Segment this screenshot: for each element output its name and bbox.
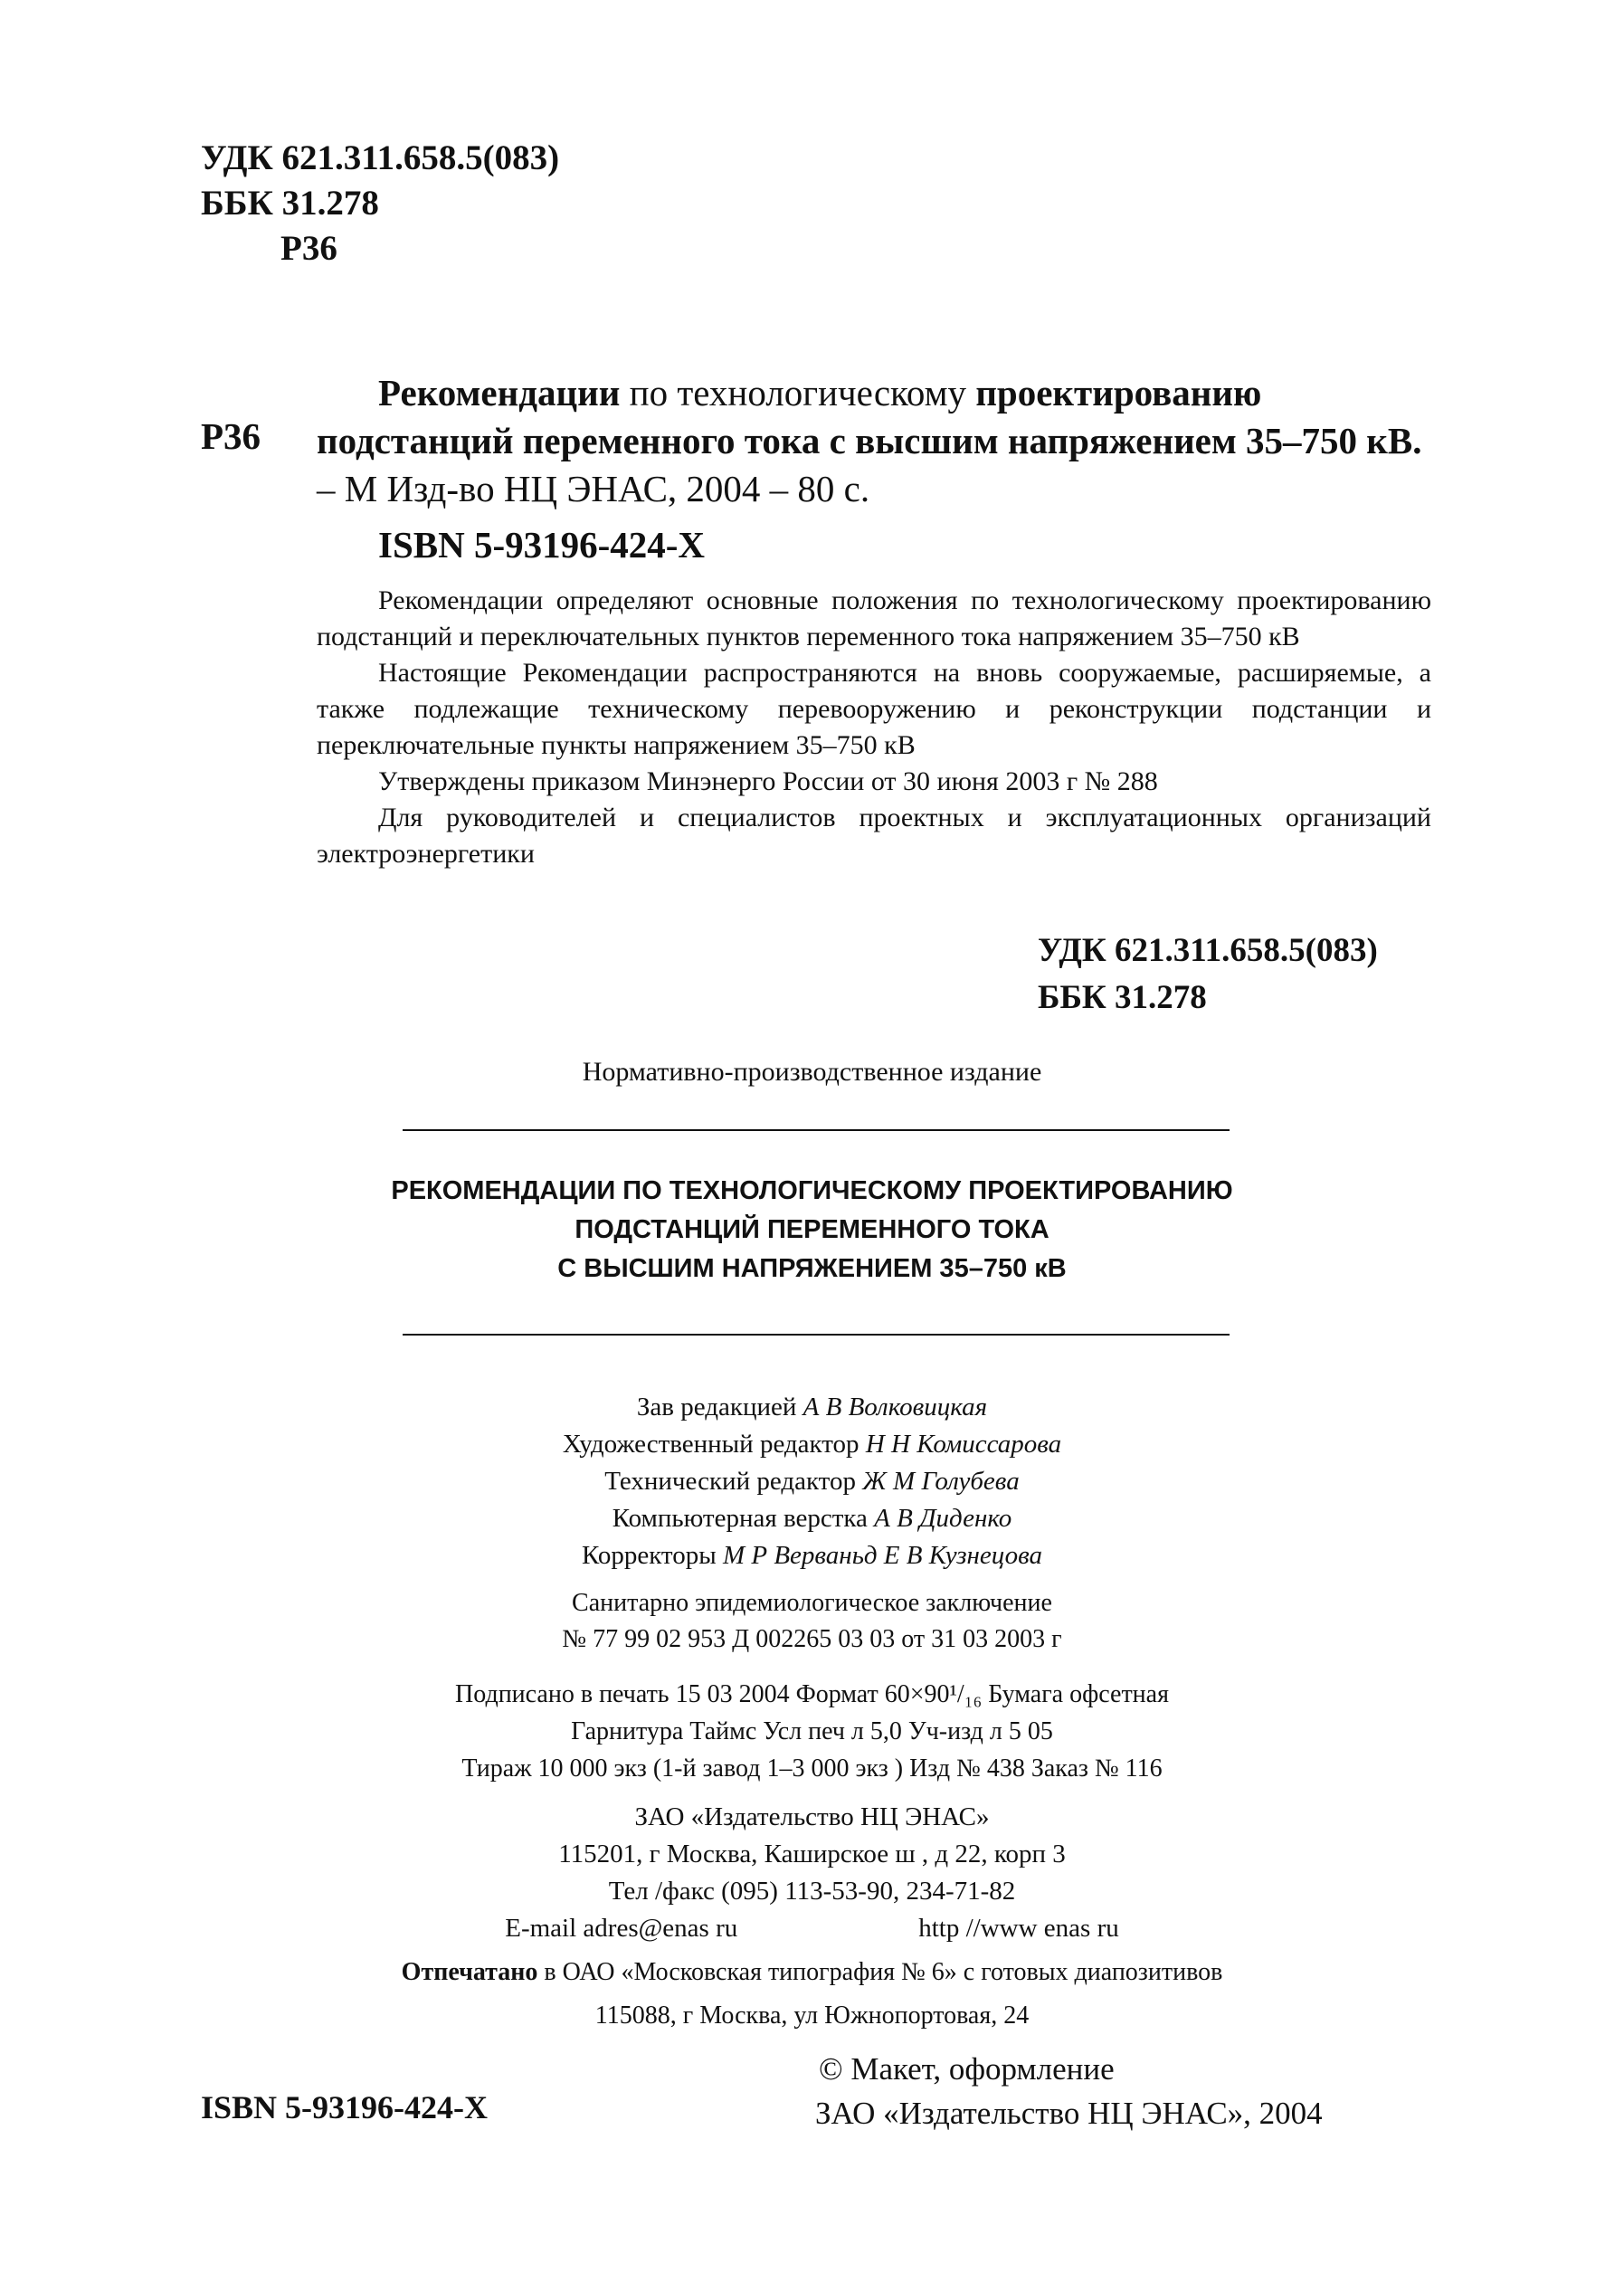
publisher-phone: Тел /факс (095) 113-53-90, 234-71-82 (608, 1877, 1016, 1906)
sanitary-line: Санитарно эпидемиологическое заключение (572, 1589, 1052, 1617)
sanitary-line: № 77 99 02 953 Д 002265 03 03 от 31 03 2003 г (562, 1625, 1062, 1653)
main-title-line: РЕКОМЕНДАЦИИ ПО ТЕХНОЛОГИЧЕСКОМУ ПРОЕКТИРОВАНИЮ (391, 1176, 1233, 1205)
divider-bottom (403, 1334, 1230, 1336)
staff-line (0, 1389, 1624, 1426)
staff-line (0, 1537, 1624, 1574)
staff-name: А В Волковицкая (803, 1393, 988, 1421)
printing-house-address: 115088, г Москва, ул Южнопортовая, 24 (594, 2002, 1030, 2030)
footer-isbn: ISBN 5-93196-424-X (201, 2089, 489, 2125)
staff-name: Н Н Комиссарова (865, 1430, 1062, 1459)
staff-name: Ж М Голубева (862, 1467, 1020, 1496)
annotation-paragraph: Рекомендации определяют основные положения по технологическому проектированию подстанций и переключательных пунктов переменного тока напряжением 35–750 кВ (317, 585, 1431, 651)
publisher-website: http //www enas ru (918, 1914, 1119, 1943)
bib-isbn: ISBN 5-93196-424-X (378, 524, 706, 566)
staff-role: Художественный редактор (562, 1430, 866, 1459)
printing-info (0, 1676, 1624, 1787)
staff-role: Зав редакцией (636, 1393, 803, 1421)
edition-type: Нормативно-производственное издание (582, 1057, 1042, 1087)
udk-code: УДК 621.311.658.5(083) (201, 138, 560, 177)
staff-line (0, 1426, 1624, 1463)
editorial-staff (0, 1389, 1624, 1574)
staff-line (0, 1463, 1624, 1500)
printing-house (0, 1951, 1624, 2038)
bib-title-middle: по технологическому (620, 372, 976, 414)
bib-title-bold: Рекомендации (378, 372, 621, 414)
bib-imprint: – М Изд-во НЦ ЭНАС, 2004 – 80 с. (317, 468, 870, 509)
annotation-paragraph: Для руководителей и специалистов проектных и эксплуатационных организаций электроэнергетики (317, 803, 1431, 869)
printed-label: Отпечатано (401, 1958, 538, 1986)
publisher-info (0, 1799, 1624, 1947)
staff-line (0, 1500, 1624, 1537)
annotation-paragraph: Утверждены приказом Минэнерго России от 30 июня 2003 г № 288 (378, 766, 1158, 796)
main-title-line: С ВЫСШИМ НАПРЯЖЕНИЕМ 35–750 кВ (557, 1254, 1067, 1283)
main-title-line: ПОДСТАНЦИЙ ПЕРЕМЕННОГО ТОКА (575, 1215, 1049, 1244)
publisher-email: E-mail adres@enas ru (505, 1914, 738, 1943)
annotation (317, 583, 1431, 872)
printing-line: Гарнитура Таймс Усл печ л 5,0 Уч-изд л 5 05 (571, 1717, 1053, 1745)
publisher-name: ЗАО «Издательство НЦ ЭНАС» (634, 1802, 990, 1831)
divider-top (403, 1129, 1230, 1131)
publisher-address: 115201, г Москва, Каширское ш , д 22, корп 3 (558, 1840, 1066, 1868)
printing-house-name: в ОАО «Московская типография № 6» с готовых диапозитивов (537, 1958, 1223, 1986)
bib-author-mark: Р36 (201, 415, 261, 457)
bbk-code: ББК 31.278 (201, 184, 379, 223)
bibliographic-description (317, 369, 1431, 513)
staff-role: Компьютерная верстка (612, 1504, 875, 1533)
copyright (815, 2047, 1323, 2135)
main-title (0, 1172, 1624, 1288)
classification-codes (1038, 927, 1378, 1022)
staff-name: А В Диденко (874, 1504, 1012, 1533)
bib-title-bold-2: проектированию подстанций переменного тока с высшим напряжением 35–750 кВ. (317, 372, 1422, 461)
staff-role: Корректоры (581, 1541, 723, 1570)
udk-code-right: УДК 621.311.658.5(083) (1038, 932, 1378, 969)
bbk-code-right: ББК 31.278 (1038, 979, 1207, 1016)
printing-line: Тираж 10 000 экз (1-й завод 1–3 000 экз ) Изд № 438 Заказ № 116 (461, 1754, 1163, 1783)
annotation-paragraph: Настоящие Рекомендации распространяются на вновь сооружаемые, расширяемые, а также подлежащие техническому перевооружению и реконструкции подстанции и переключательные пункты напряжением 35–750 кВ (317, 658, 1431, 760)
copyright-line: ЗАО «Издательство НЦ ЭНАС», 2004 (815, 2096, 1323, 2131)
header-codes (201, 136, 559, 271)
copyright-line: © Макет, оформление (819, 2051, 1115, 2087)
staff-role: Технический редактор (604, 1467, 863, 1496)
author-mark: Р36 (280, 229, 337, 268)
sanitary-conclusion (0, 1585, 1624, 1658)
staff-name: М Р Верваньд Е В Кузнецова (722, 1541, 1043, 1570)
printing-line: Подписано в печать 15 03 2004 Формат 60×90¹/₁₆ Бумага офсетная (455, 1680, 1169, 1708)
